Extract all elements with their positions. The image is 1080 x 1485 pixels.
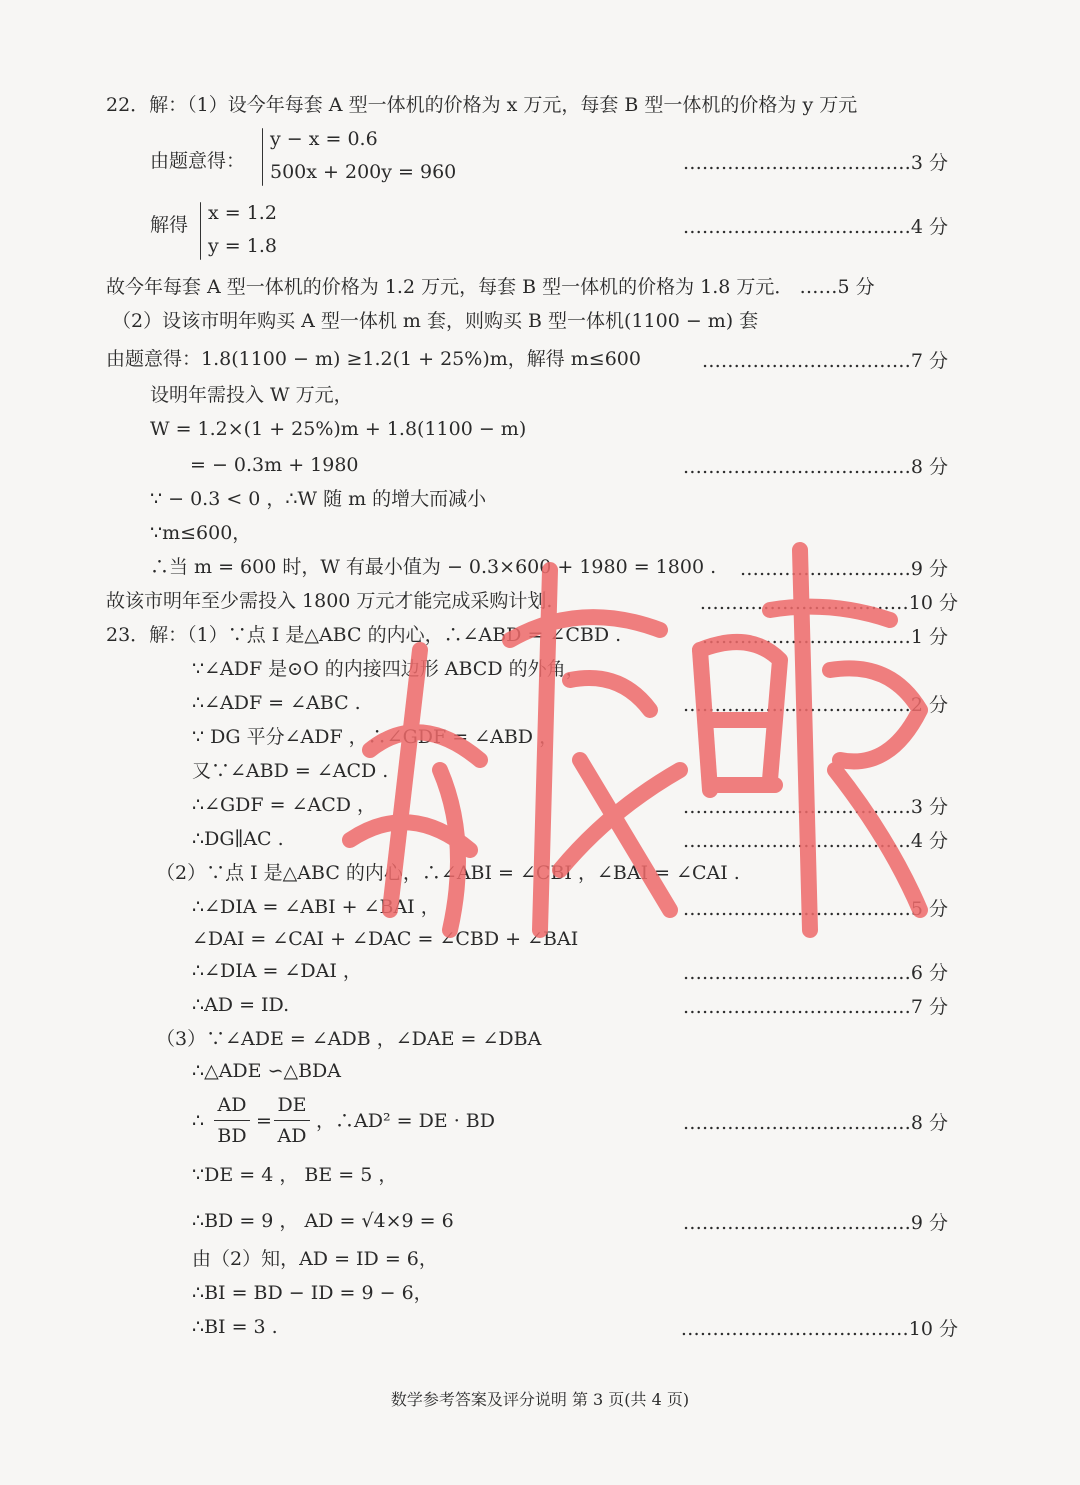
solution-brace (200, 202, 201, 260)
q23-part3-intro: （3）∵∠ADE = ∠ADB ，∠DAE = ∠DBA (156, 1028, 542, 1050)
q23-score-10: ………………………………10 分 (680, 1318, 958, 1340)
q23-line-17: ∴BD = 9 ， AD = √4×9 = 6 (192, 1210, 454, 1232)
frac-bar-2 (274, 1120, 310, 1121)
q23-ad-squared: ，∴AD² = DE · BD (316, 1110, 495, 1132)
q23-line-19: ∴BI = BD − ID = 9 − 6， (192, 1282, 433, 1304)
q23-score-3: ………………………………3 分 (682, 796, 948, 818)
fraction-ad-bd (214, 1092, 250, 1149)
q22-given-label: 由题意得： (150, 150, 246, 172)
q23-line-9: ∴∠DIA = ∠ABI + ∠BAI ， (192, 896, 440, 918)
q23-line-7: ∴DG∥AC . (192, 828, 284, 850)
frac-equals: = (256, 1110, 272, 1132)
q22-w-simplified: = − 0.3m + 1980 (190, 454, 359, 476)
q23-line-4: ∵ DG 平分∠ADF ，∴∠GDF = ∠ABD ， (192, 726, 559, 748)
q23-score-4: ………………………………4 分 (682, 830, 948, 852)
q23-line-1: 23．解：（1）∵点 I 是△ABC 的内心，∴∠ABD = ∠CBD . (106, 624, 622, 646)
q22-sol-2: y = 1.8 (208, 235, 277, 257)
q22-sol-1: x = 1.2 (208, 202, 277, 224)
page-footer: 数学参考答案及评分说明 第 3 页(共 4 页) (390, 1390, 690, 1409)
q23-score-9: ………………………………9 分 (682, 1212, 948, 1234)
q22-eq-1: y − x = 0.6 (270, 128, 378, 150)
q23-score-1: ……………………………1 分 (701, 626, 948, 648)
q23-similar: ∴△ADE ∽△BDA (192, 1060, 342, 1082)
frac-den-2: AD (277, 1125, 307, 1147)
q23-line-12: ∴AD = ID. (192, 994, 290, 1016)
watermark-stamp (330, 510, 930, 970)
q23-score-2: ………………………………2 分 (682, 694, 948, 716)
q22-conclusion-2: 故该市明年至少需投入 1800 万元才能完成采购计划. (106, 590, 553, 612)
q23-line-3: ∴∠ADF = ∠ABC . (192, 692, 361, 714)
equation-brace (262, 128, 263, 186)
q23-line-2: ∵∠ADF 是⊙O 的内接四边形 ABCD 的外角， (192, 658, 585, 680)
q22-score-8: ………………………………8 分 (682, 456, 948, 478)
q23-therefore: ∴ (192, 1110, 205, 1132)
q22-inequality: 由题意得：1.8(1100 − m) ≥1.2(1 + 25%)m，解得 m≤600 (106, 348, 641, 370)
q22-let-w: 设明年需投入 W 万元， (150, 384, 353, 406)
q23-line-5: 又∵∠ABD = ∠ACD . (192, 760, 389, 782)
q23-score-7: ………………………………7 分 (682, 996, 948, 1018)
frac-num-2: DE (277, 1094, 307, 1116)
q23-line-6: ∴∠GDF = ∠ACD ， (192, 794, 377, 816)
q22-line-1: 22．解：（1）设今年每套 A 型一体机的价格为 x 万元，每套 B 型一体机的价格为 y 万元 (106, 94, 858, 116)
q22-m-bound: ∵m≤600， (150, 522, 252, 544)
q23-line-11: ∴∠DIA = ∠DAI ， (192, 960, 362, 982)
q23-line-10: ∠DAI = ∠CAI + ∠DAC = ∠CBD + ∠BAI (192, 928, 579, 950)
q23-line-20: ∴BI = 3 . (192, 1316, 278, 1338)
q23-part2-intro: （2）∵点 I 是△ABC 的内心，∴∠ABI = ∠CBI ，∠BAI = ∠CAI . (156, 862, 740, 884)
frac-num-1: AD (217, 1094, 247, 1116)
q22-w-expr: W = 1.2×(1 + 25%)m + 1.8(1100 − m) (150, 418, 527, 440)
q23-score-8: ………………………………8 分 (682, 1112, 948, 1134)
q23-line-16: ∵DE = 4 ， BE = 5 ， (192, 1164, 398, 1186)
q22-part2-intro: （2）设该市明年购买 A 型一体机 m 套，则购买 B 型一体机(1100 − m) 套 (112, 310, 759, 332)
q22-decreasing: ∵ − 0.3 < 0 ，∴W 随 m 的增大而减小 (150, 488, 487, 510)
q22-score-7: ……………………………7 分 (701, 350, 948, 372)
q22-eq-2: 500x + 200y = 960 (270, 161, 457, 183)
q22-score-9: ………………………9 分 (739, 558, 948, 580)
frac-bar-1 (214, 1120, 250, 1121)
q22-conclusion-1: 故今年每套 A 型一体机的价格为 1.2 万元，每套 B 型一体机的价格为 1.8 万元． ……5 分 (106, 276, 875, 298)
q22-minimum: ∴当 m = 600 时，W 有最小值为 − 0.3×600 + 1980 = 1800 . (150, 556, 717, 578)
q23-score-6: ………………………………6 分 (682, 962, 948, 984)
fraction-de-ad (274, 1092, 310, 1149)
q22-score-10: ……………………………10 分 (699, 592, 958, 614)
q22-score-4: ………………………………4 分 (682, 216, 948, 238)
q23-score-5: ………………………………5 分 (682, 898, 948, 920)
q23-line-18: 由（2）知，AD = ID = 6， (192, 1248, 438, 1270)
frac-den-1: BD (217, 1125, 247, 1147)
q22-score-3: ………………………………3 分 (682, 152, 948, 174)
q22-solve-label: 解得 (150, 214, 189, 236)
